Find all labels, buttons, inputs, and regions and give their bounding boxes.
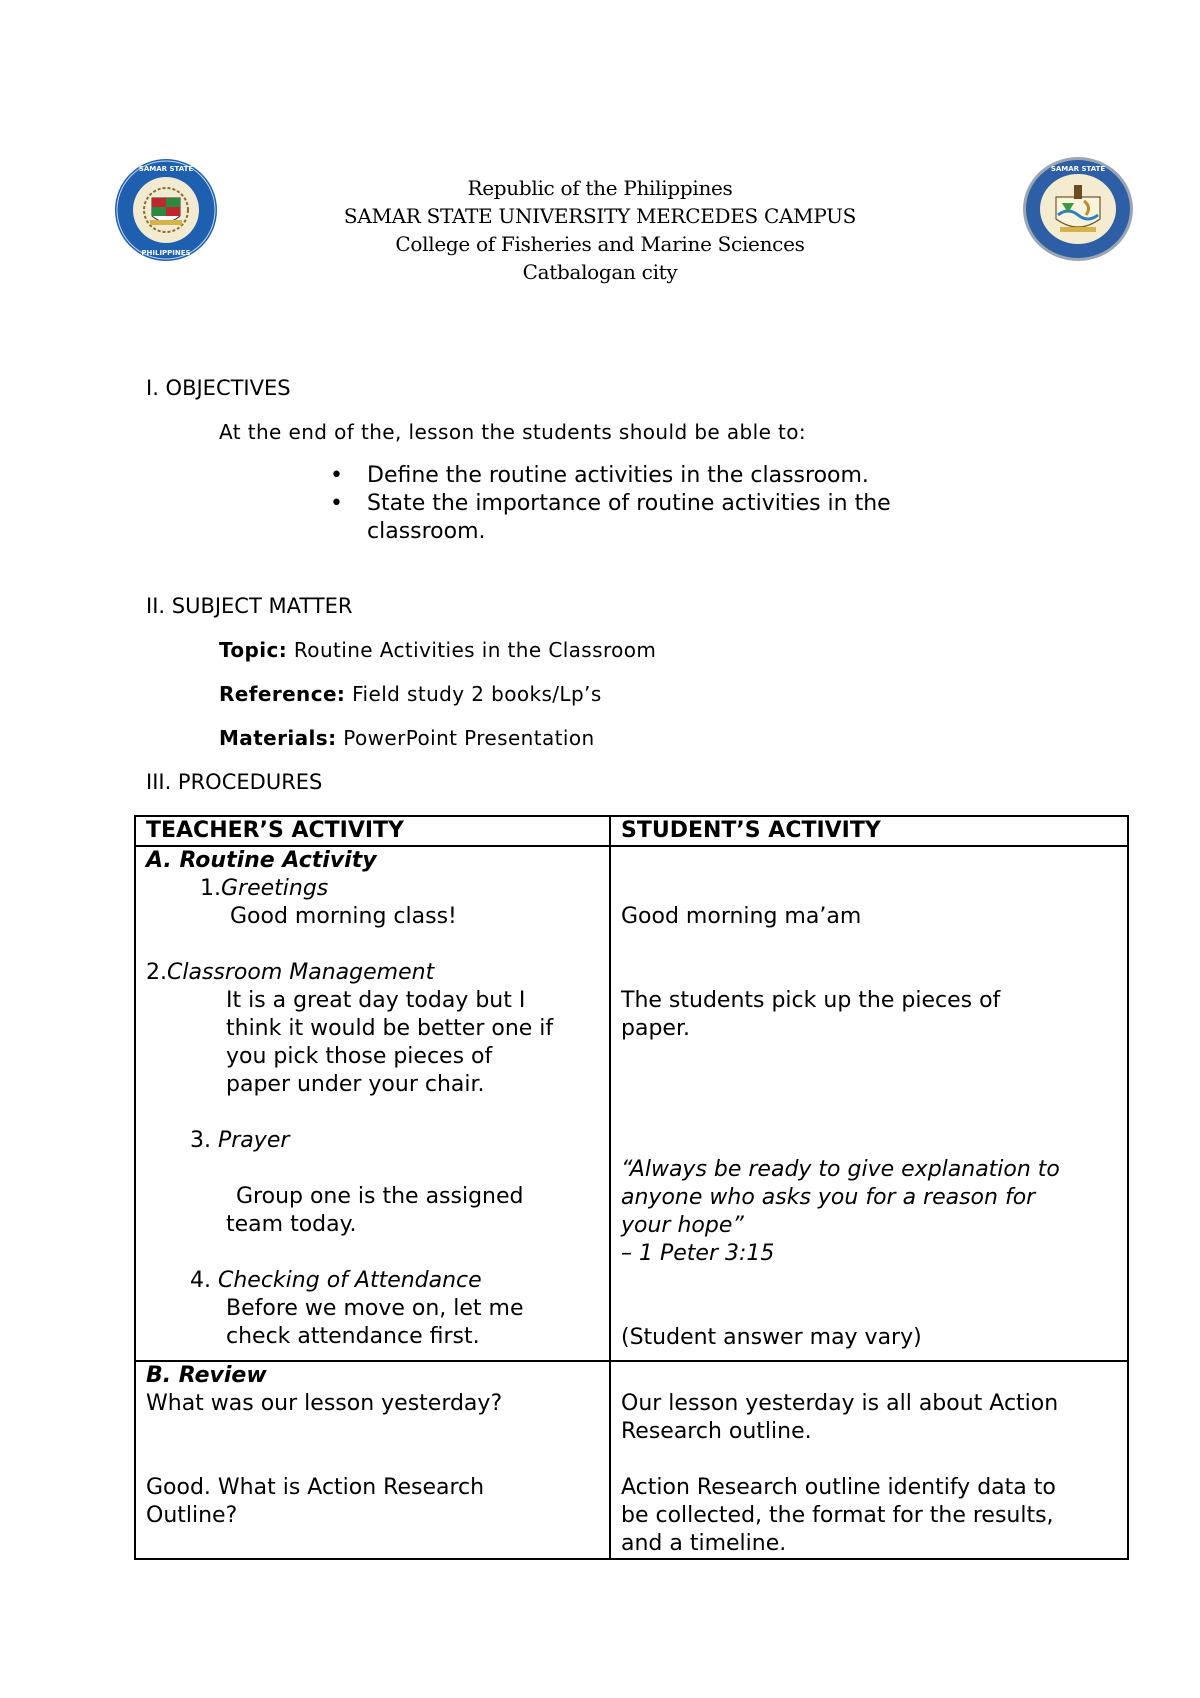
management-label: Classroom Management <box>167 960 435 985</box>
text-line: Outline? <box>146 1503 238 1528</box>
prayer-label: Prayer <box>218 1128 290 1153</box>
reference-line <box>219 682 602 706</box>
management-item <box>146 959 599 987</box>
text-line: you pick those pieces of <box>226 1044 493 1069</box>
procedures-table <box>134 815 1129 1560</box>
left-university-seal-icon <box>113 157 219 263</box>
routine-student-cell <box>610 846 1128 1361</box>
header-university: SAMAR STATE UNIVERSITY MERCEDES CAMPUS <box>343 204 857 228</box>
text-line: Action Research outline identify data to <box>621 1475 1056 1500</box>
topic-value: Routine Activities in the Classroom <box>287 638 657 662</box>
greetings-student-text: Good morning ma’am <box>621 904 862 929</box>
procedures-title: III. PROCEDURES <box>146 770 323 794</box>
bullet-item <box>330 462 990 490</box>
text-line: It is a great day today but I <box>226 988 526 1013</box>
topic-line <box>219 638 656 662</box>
reference-label: Reference: <box>219 682 346 706</box>
text-line: Before we move on, let me <box>226 1296 524 1321</box>
table-row-routine <box>135 846 1128 1361</box>
text-line: “Always be ready to give explanation to <box>621 1157 1060 1182</box>
text-line: think it would be better one if <box>226 1016 554 1041</box>
objectives-title: I. OBJECTIVES <box>146 376 291 400</box>
bullet-text: Define the routine activities in the classroom. <box>367 463 869 488</box>
header-republic: Republic of the Philippines <box>467 176 733 200</box>
materials-label: Materials: <box>219 726 337 750</box>
review-heading: B. Review <box>146 1363 267 1388</box>
text-line: paper. <box>621 1016 690 1041</box>
reference-value: Field study 2 books/Lp’s <box>345 682 602 706</box>
text-line: your hope” <box>621 1213 744 1238</box>
attendance-number: 4. <box>190 1268 211 1293</box>
bullet-item <box>330 490 990 546</box>
text-line: Research outline. <box>621 1419 812 1444</box>
attendance-student-text: (Student answer may vary) <box>621 1325 922 1350</box>
management-student-text <box>621 987 1117 1043</box>
text-line: be collected, the format for the results, <box>621 1503 1054 1528</box>
prayer-teacher-text <box>146 1183 599 1239</box>
bullet-icon: • <box>330 463 343 488</box>
review-answer-2 <box>621 1474 1117 1558</box>
right-campus-seal-icon <box>1021 155 1135 263</box>
table-row-review <box>135 1361 1128 1559</box>
text-line: Good. What is Action Research <box>146 1475 485 1500</box>
bullet-text: State the importance of routine activities in the classroom. <box>367 491 891 544</box>
review-teacher-cell <box>135 1361 610 1559</box>
greetings-teacher-text: Good morning class! <box>230 904 457 929</box>
attendance-label: Checking of Attendance <box>218 1268 482 1293</box>
svg-text:SAMAR STATE: SAMAR STATE <box>1050 165 1106 173</box>
greetings-number: 1. <box>200 876 221 901</box>
header-college: College of Fisheries and Marine Sciences <box>395 232 805 256</box>
svg-text:SAMAR STATE: SAMAR STATE <box>138 165 194 173</box>
review-question-1: What was our lesson yesterday? <box>146 1391 503 1416</box>
student-column-header: STUDENT’S ACTIVITY <box>610 816 1128 846</box>
prayer-item <box>146 1127 599 1155</box>
greetings-item <box>146 875 599 903</box>
review-question-2 <box>146 1474 599 1530</box>
prayer-student-text <box>621 1156 1117 1268</box>
attendance-item <box>146 1267 599 1295</box>
text-line: Our lesson yesterday is all about Action <box>621 1391 1059 1416</box>
attendance-teacher-text <box>146 1295 599 1351</box>
text-line: Group one is the assigned <box>236 1184 524 1209</box>
materials-line <box>219 726 595 750</box>
text-line: – 1 Peter 3:15 <box>621 1241 775 1266</box>
bullet-icon: • <box>330 491 343 516</box>
review-student-cell <box>610 1361 1128 1559</box>
text-line: paper under your chair. <box>226 1072 485 1097</box>
objectives-intro: At the end of the, lesson the students should be able to: <box>219 420 807 444</box>
materials-value: PowerPoint Presentation <box>336 726 595 750</box>
header-city: Catbalogan city <box>522 260 678 284</box>
management-number: 2. <box>146 960 167 985</box>
svg-text:PHILIPPINES: PHILIPPINES <box>141 249 191 257</box>
text-line: check attendance first. <box>226 1324 480 1349</box>
management-teacher-text <box>146 987 599 1099</box>
text-line: team today. <box>226 1212 357 1237</box>
review-answer-1 <box>621 1390 1117 1446</box>
greetings-label: Greetings <box>221 876 329 901</box>
prayer-number: 3. <box>190 1128 211 1153</box>
routine-teacher-cell <box>135 846 610 1361</box>
topic-label: Topic: <box>219 638 288 662</box>
routine-heading: A. Routine Activity <box>146 848 377 873</box>
text-line: and a timeline. <box>621 1531 787 1556</box>
text-line: The students pick up the pieces of <box>621 988 1001 1013</box>
subject-matter-title: II. SUBJECT MATTER <box>146 594 353 618</box>
teacher-column-header: TEACHER’S ACTIVITY <box>135 816 610 846</box>
text-line: anyone who asks you for a reason for <box>621 1185 1036 1210</box>
table-header-row <box>135 816 1128 846</box>
objectives-bullet-list <box>330 462 990 546</box>
